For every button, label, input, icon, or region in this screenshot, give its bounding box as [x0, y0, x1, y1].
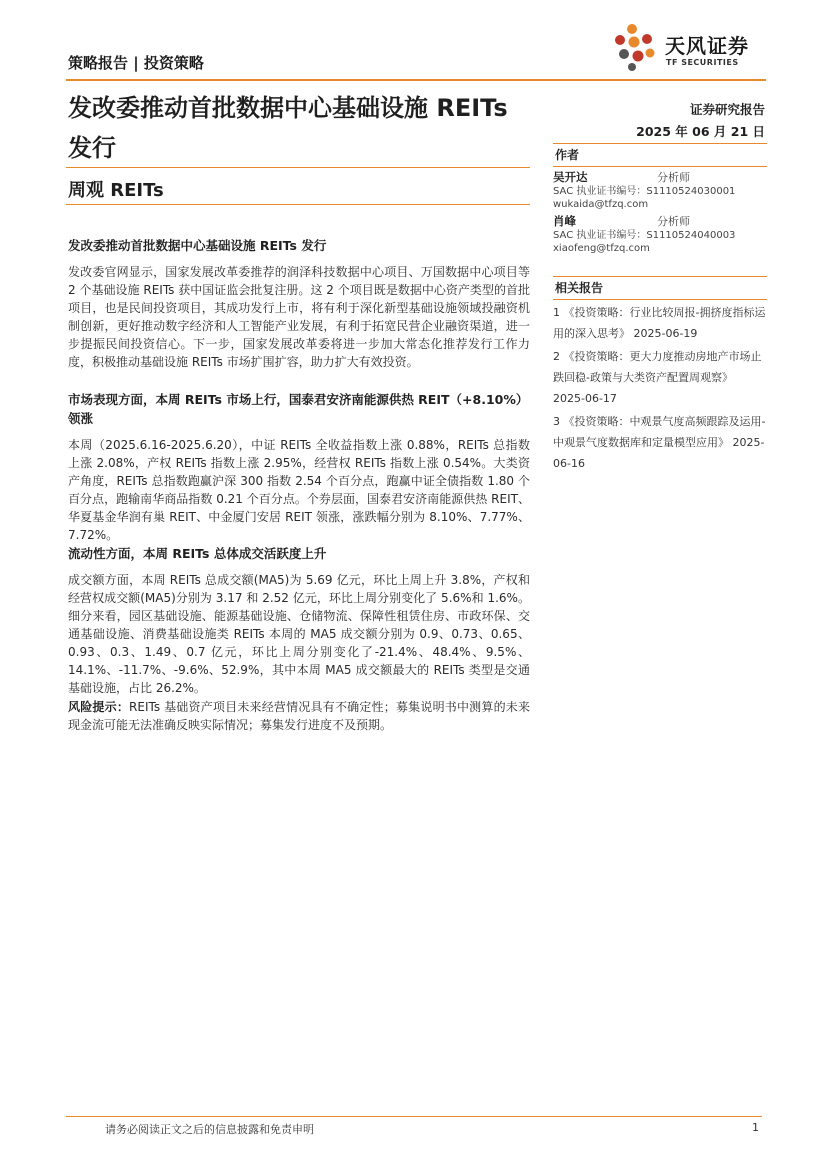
- author-card: [553, 171, 767, 211]
- title-line-1: 发改委推动首批数据中心基础设施 REITs: [68, 94, 508, 122]
- top-divider: [66, 79, 766, 81]
- section-1: [68, 236, 530, 371]
- logo-cn-text: 天风证券: [665, 34, 749, 58]
- author-cert: SAC 执业证书编号：S1110524030001: [553, 186, 736, 197]
- section-3: [68, 544, 530, 697]
- author-card: [553, 215, 767, 255]
- author-email[interactable]: xiaofeng@tfzq.com: [553, 243, 650, 254]
- page-title: [68, 88, 538, 168]
- related-reports-panel: [553, 276, 767, 474]
- report-category: 策略报告 | 投资策略: [68, 54, 204, 72]
- author-cert: SAC 执业证书编号：S1110524040003: [553, 230, 736, 241]
- page-number: 1: [752, 1121, 759, 1134]
- authors-panel: [553, 143, 767, 255]
- related-heading: 相关报告: [553, 276, 767, 300]
- title-divider: [66, 167, 530, 168]
- company-logo: [610, 22, 770, 72]
- risk-text: REITs 基础资产项目未来经营情况具有不确定性；募集说明书中测算的未来现金流可能无法准确反映实际情况；募集发行进度不及预期。: [68, 700, 530, 732]
- related-report-item[interactable]: 2 《投资策略：更大力度推动房地产市场止跌回稳-政策与大类资产配置周观察》 2025-06-17: [553, 350, 762, 405]
- author-role: 分析师: [657, 171, 690, 184]
- footer-disclaimer: 请务必阅读正文之后的信息披露和免责申明: [105, 1123, 314, 1136]
- subtitle-divider: [66, 204, 530, 205]
- section-title: 发改委推动首批数据中心基础设施 REITs 发行: [68, 238, 327, 253]
- tf-logo-icon: [610, 22, 660, 72]
- section-2: [68, 390, 530, 544]
- authors-heading: 作者: [553, 143, 767, 167]
- report-date: 2025 年 06 月 21 日: [636, 124, 765, 139]
- section-body: 发改委官网显示，国家发展改革委推荐的润泽科技数据中心项目、万国数据中心项目等 2 个基础设施 REITs 获中国证监会批复注册。这 2 个项目既是数据中心资产类型的首批项目，也是民间投资项目，其成功发行上市，将有利于深化新型基础设施领域投融资机制创新，更好推动数字经济和人工智能产业发展，有利于拓宽民营企业融资渠道，进一步提振民间投资信心。下一步，国家发展改革委将进一步加大常态化推荐发行工作力度，积极推动基础设施 REITs 市场扩围扩容，助力扩大有效投资。: [68, 265, 530, 369]
- subtitle: 周观 REITs: [68, 180, 164, 201]
- section-body: 本周（2025.6.16-2025.6.20），中证 REITs 全收益指数上涨 0.88%，REITs 总指数上涨 2.08%，产权 REITs 指数上涨 2.95%，经营权 REITs 指数上涨 0.54%。大类资产角度，REITs 总指数跑赢沪深 300 指数 2.54 个百分点，跑赢中证全债指数 1.80 个百分点，跑输南华商品指数 0.21 个百分点。个券层面，国泰君安济南能源供热 REIT、华夏基金华润有巢 REIT、中金厦门安居 REIT 领涨，涨跌幅分别为 8.10%、7.77%、7.72%。: [68, 438, 530, 542]
- author-name: 肖峰: [553, 214, 576, 228]
- footer-divider: [66, 1116, 762, 1117]
- report-type: 证券研究报告: [689, 102, 765, 117]
- title-line-2: 发行: [68, 134, 116, 162]
- author-role: 分析师: [657, 215, 690, 228]
- related-report-item[interactable]: 3 《投资策略：中观景气度高频跟踪及运用-中观景气度数据库和定量模型应用》 2025-06-16: [553, 415, 766, 470]
- section-body: 成交额方面，本周 REITs 总成交额(MA5)为 5.69 亿元，环比上周上升 3.8%，产权和经营权成交额(MA5)分别为 3.17 和 2.52 亿元，环比上周分别变化了 5.6%和 1.6%。细分来看，园区基础设施、能源基础设施、仓储物流、保障性租赁住房、市政环保、交通基础设施、消费基础设施类 REITs 本周的 MA5 成交额分别为 0.9、0.73、0.65、0.93、0.3、1.49、0.7 亿元，环比上周分别变化了-21.4%、48.4%、9.5%、14.1%、-11.7%、-9.6%、52.9%，其中本周 MA5 成交额最大的 REITs 类型是交通基础设施，占比 26.2%。: [68, 573, 530, 695]
- related-report-item[interactable]: 1 《投资策略：行业比较周报-拥挤度指标运用的深入思考》 2025-06-19: [553, 306, 766, 340]
- logo-en-text: TF SECURITIES: [666, 58, 739, 67]
- section-title: 流动性方面，本周 REITs 总体成交活跃度上升: [68, 546, 327, 561]
- author-email[interactable]: wukaida@tfzq.com: [553, 199, 649, 210]
- section-title: 市场表现方面，本周 REITs 市场上行，国泰君安济南能源供热 REIT（+8.10%）领涨: [68, 392, 529, 426]
- author-name: 吴开达: [553, 170, 588, 184]
- risk-label: 风险提示：: [68, 700, 130, 714]
- risk-warning: [68, 698, 530, 734]
